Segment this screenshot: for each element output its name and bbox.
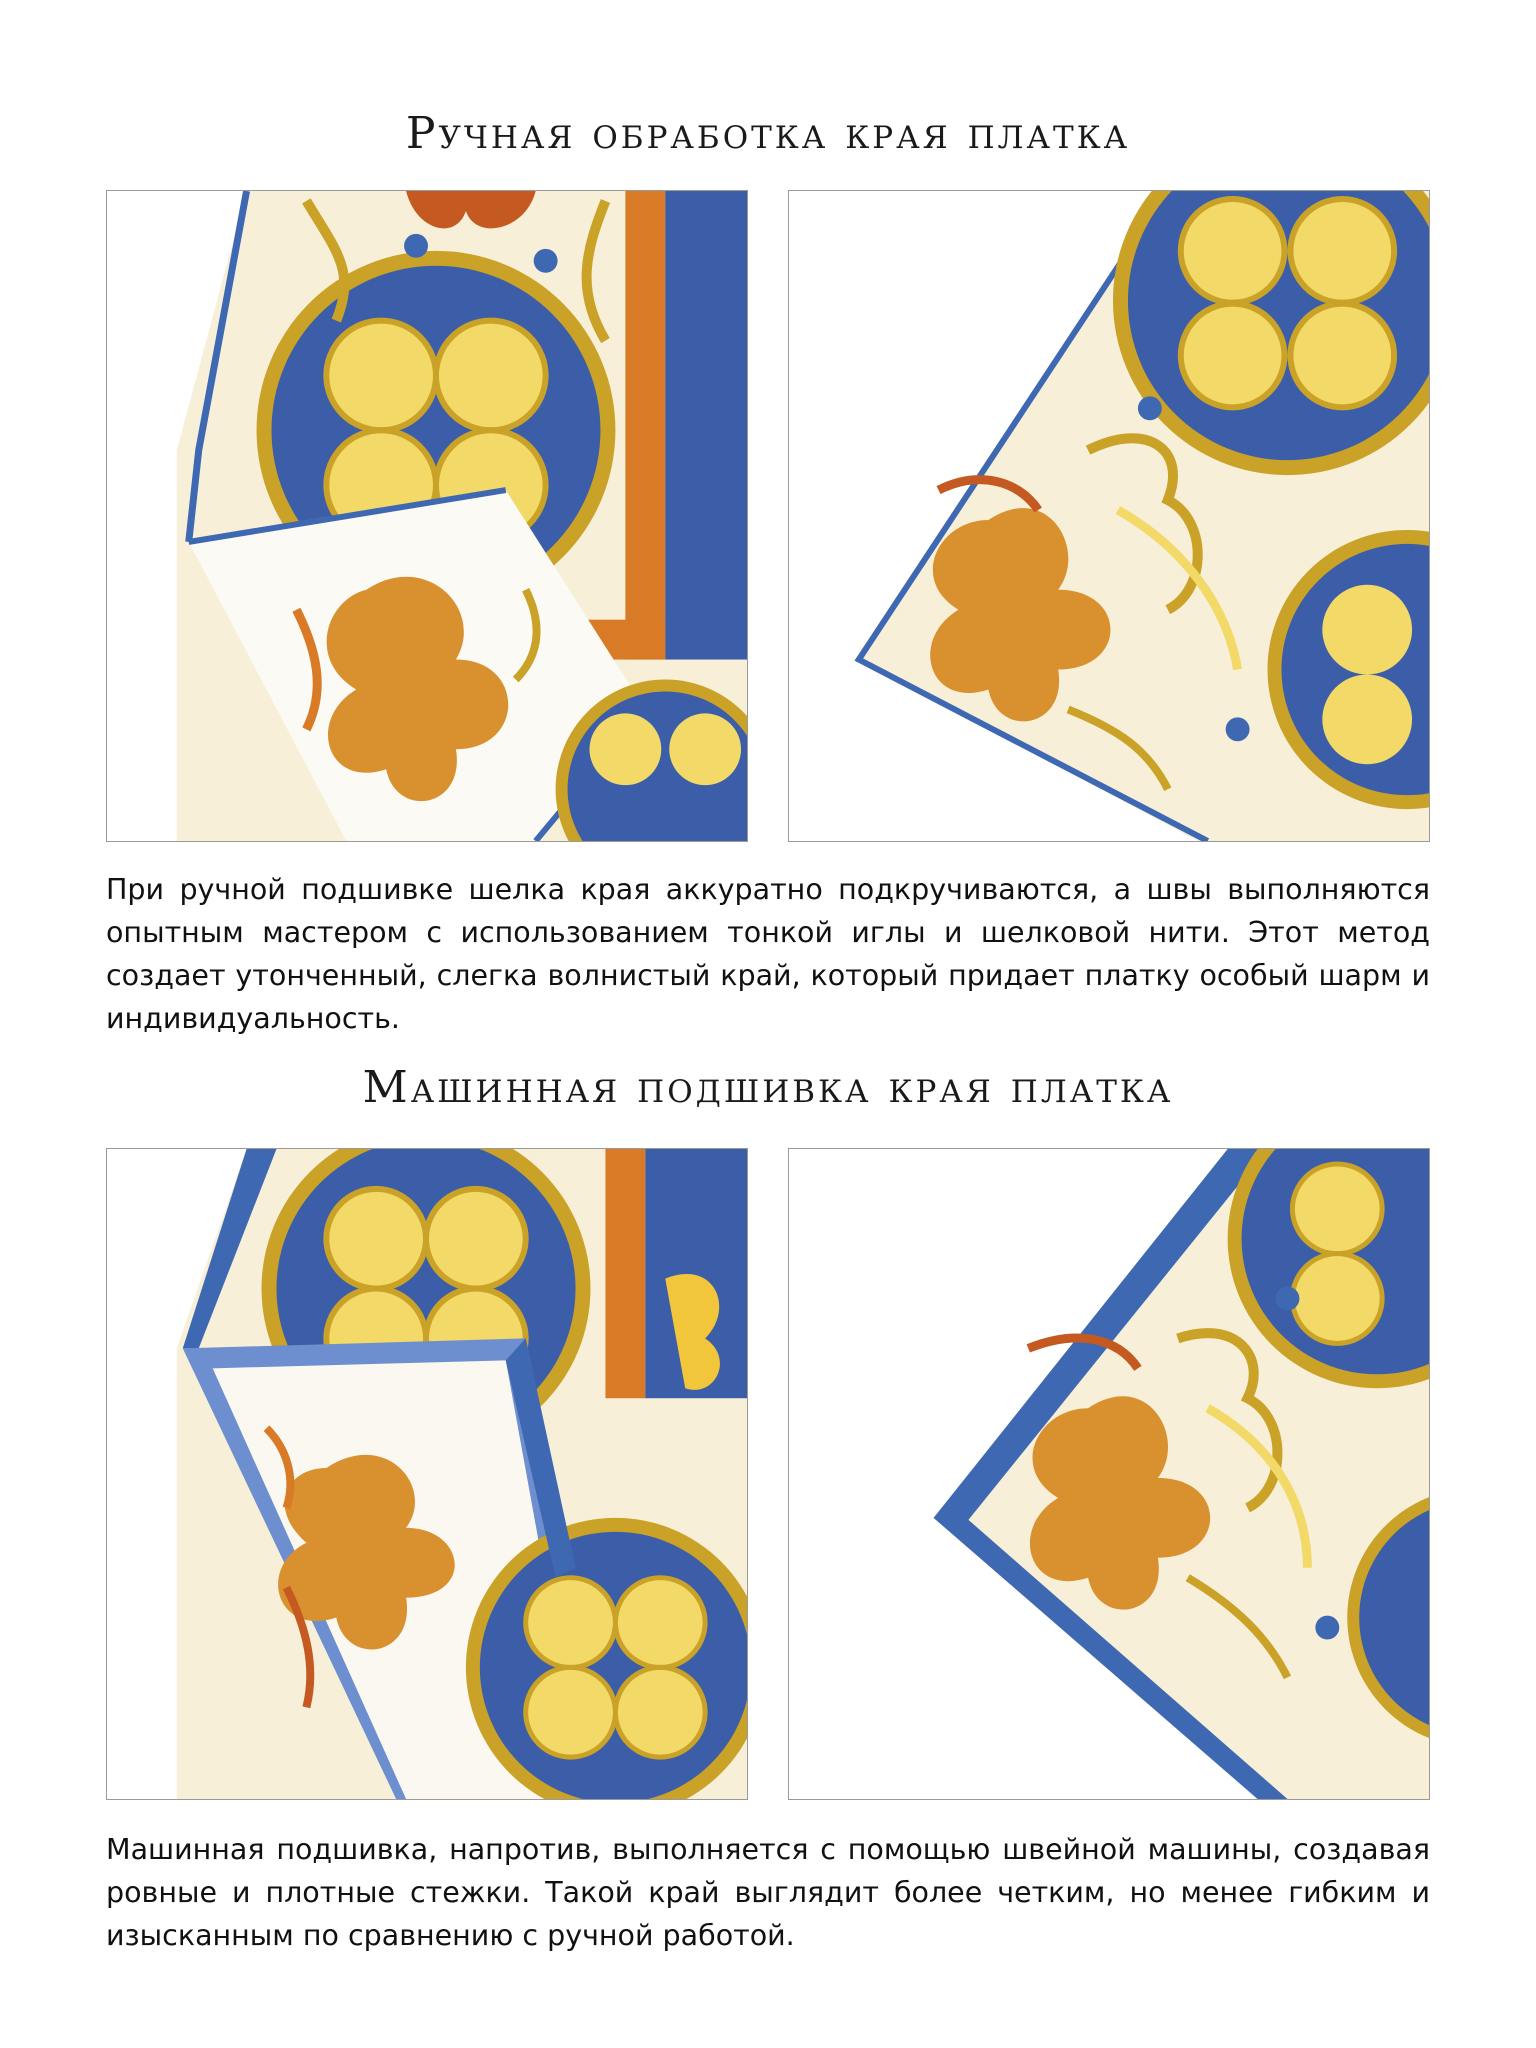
photo-hand-rolled-flat-corner — [788, 190, 1430, 842]
photo-machine-stitched-flat-corner — [788, 1148, 1430, 1800]
section-heading-machine-stitched: Машинная подшивка края платка — [362, 1062, 1174, 1113]
section-text-hand-rolled: При ручной подшивке шелка края аккуратно подкручиваются, а швы выполняются опытным мастером с использованием тонкой иглы и шелковой нити. Этот метод создает утонченный, слегка волнистый край, который придает платку особый шарм и индивидуальность. — [106, 873, 1430, 1035]
photo-machine-stitched-folded-corner — [106, 1148, 748, 1800]
photo-hand-rolled-folded-corner — [106, 190, 748, 842]
section-text-machine-stitched: Машинная подшивка, напротив, выполняется с помощью швейной машины, создавая ровные и плотные стежки. Такой край выглядит более четким, но менее гибким и изысканным по сравнению с ручной работой. — [106, 1833, 1430, 1952]
section-heading-hand-rolled: Ручная обработка края платка — [405, 108, 1131, 159]
